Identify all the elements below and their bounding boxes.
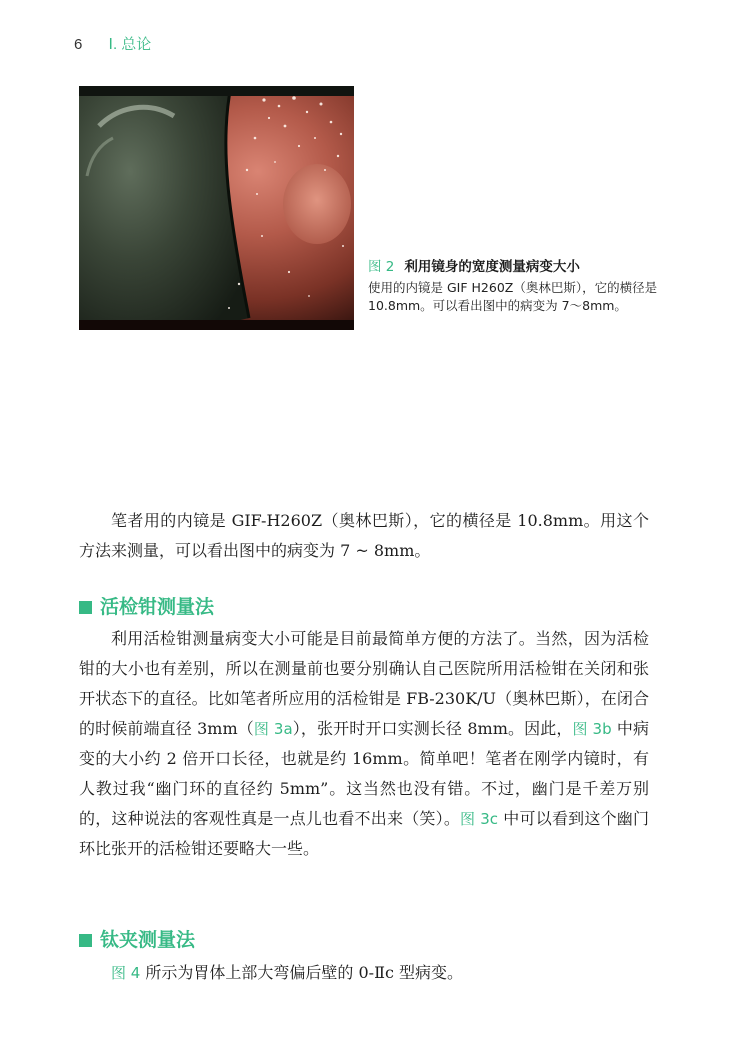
paragraph-endoscope-width: 笔者用的内镜是 GIF-H260Z（奥林巴斯），它的横径是 10.8mm。用这个方法来测量，可以看出图中的病变为 7 ~ 8mm。 bbox=[79, 511, 649, 560]
caption-title-text: 利用镜身的宽度测量病变大小 bbox=[404, 259, 580, 275]
text-run: ），张开时开口实测长径 8mm。因此， bbox=[292, 719, 573, 738]
paragraph-biopsy-forceps bbox=[79, 624, 649, 864]
section-tag: Ⅰ. 总论 bbox=[108, 36, 152, 53]
paragraph-clip bbox=[79, 958, 649, 988]
text-run: 所示为胃体上部大弯偏后壁的 0-Ⅱc 型病变。 bbox=[140, 963, 463, 982]
caption-body: 使用的内镜是 GIF H260Z（奥林巴斯），它的横径是 10.8mm。可以看出图中的病变为 7～8mm。 bbox=[368, 280, 658, 313]
figure-ref-3c[interactable]: 图 3c bbox=[460, 810, 499, 828]
text-run: 中病变的大小约 2 倍开口长径，也就是约 16mm。简单吧！笔者在刚学内镜时，有人教过我“幽门环的直径约 5mm”。这当然也没有错。不过，幽门是千差万别的，这种说法的客观性真是一点儿也看不出来（笑）。 bbox=[79, 719, 649, 828]
endoscopy-figure-image bbox=[79, 86, 354, 330]
text-run: 利用活检钳测量病变大小可能是目前最简单方便的方法了。当然，因为活检钳的大小也有差别，所以在测量前也要分别确认自己医院所用活检钳在关闭和张开状态下的直径。比如笔者所应用的活检钳是 FB-230K/U（奥林巴斯），在闭合的时候前端直径 3mm（ bbox=[79, 629, 649, 738]
figure-ref-3a[interactable]: 图 3a bbox=[253, 720, 293, 738]
figure-caption bbox=[368, 255, 668, 315]
heading-square-icon bbox=[79, 601, 92, 614]
figure-ref-3b[interactable]: 图 3b bbox=[572, 720, 612, 738]
text-run: 中可以看到这个幽门环比张开的活检钳还要略大一些。 bbox=[79, 809, 649, 858]
figure-ref-4[interactable]: 图 4 bbox=[111, 964, 141, 982]
page-header bbox=[74, 33, 151, 54]
heading-text: 活检钳测量法 bbox=[100, 596, 215, 618]
section-heading-clip bbox=[79, 926, 195, 954]
heading-text: 钛夹测量法 bbox=[100, 929, 196, 951]
caption-title bbox=[368, 255, 668, 275]
page-number: 6 bbox=[74, 36, 83, 53]
heading-square-icon bbox=[79, 934, 92, 947]
caption-figure-label: 图 2 bbox=[368, 259, 395, 275]
section-heading-biopsy-forceps bbox=[79, 593, 214, 621]
